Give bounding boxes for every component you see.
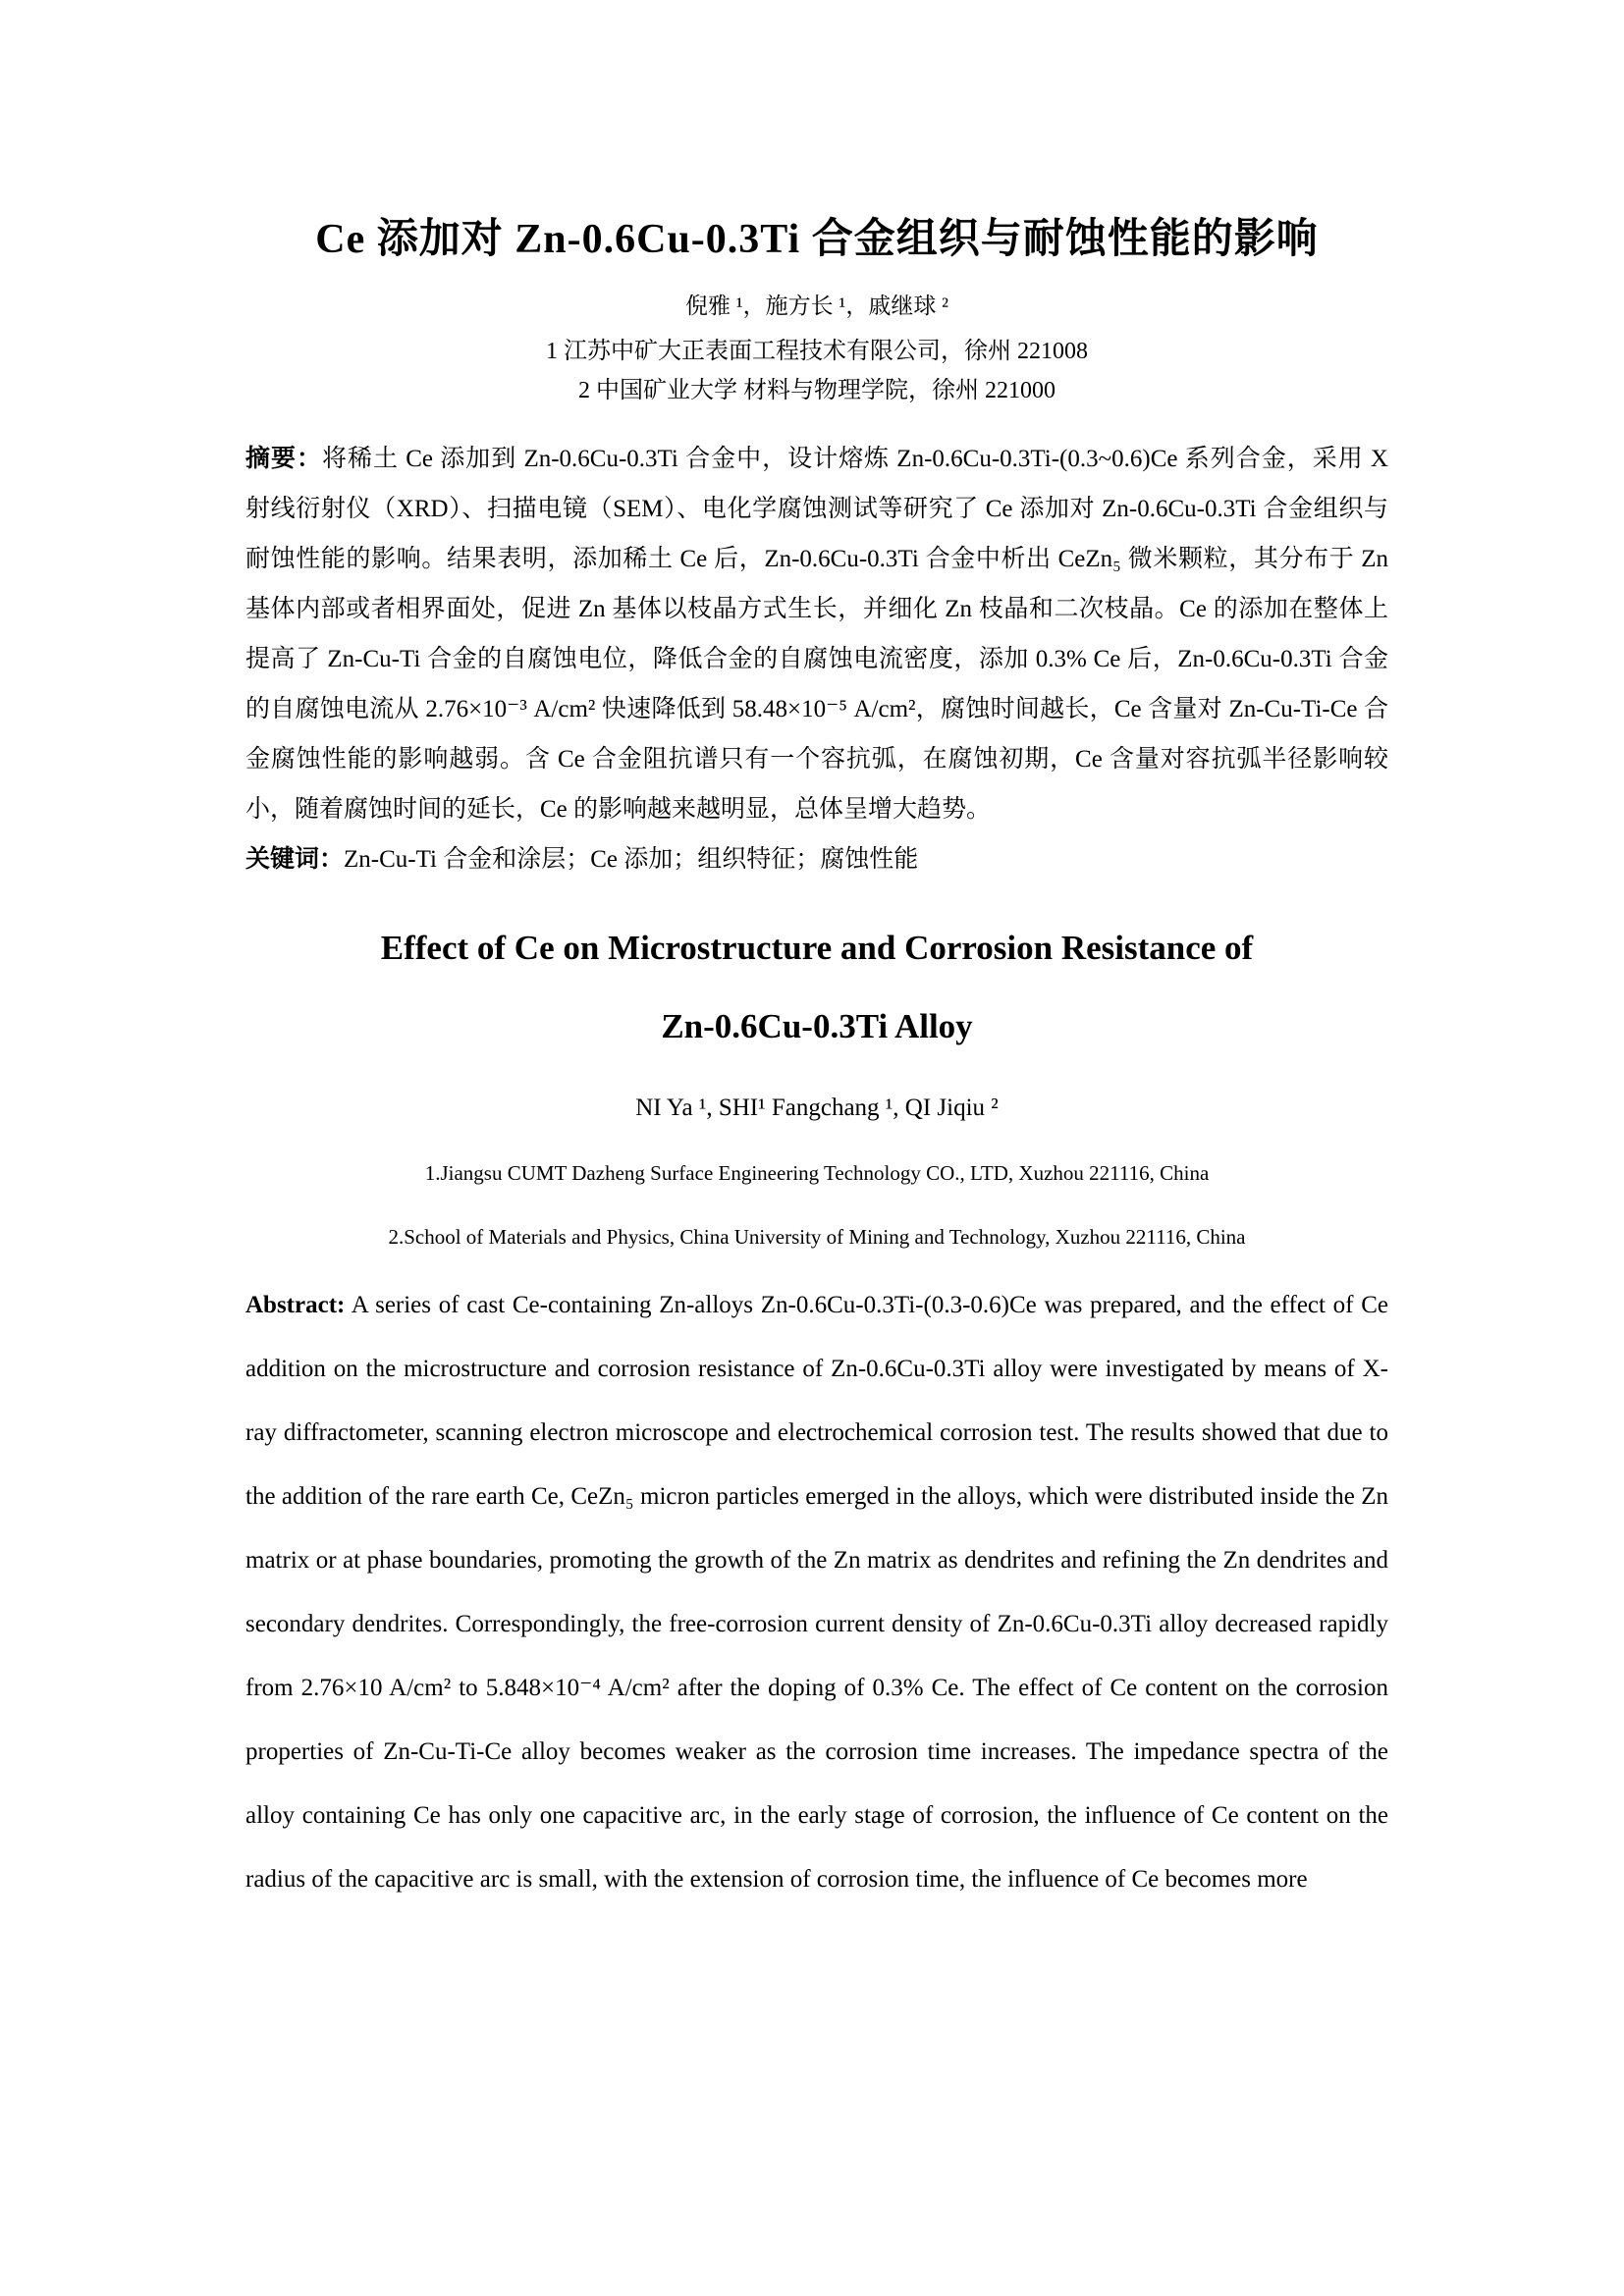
affiliation-zh-1: 1 江苏中矿大正表面工程技术有限公司，徐州 221008 — [546, 338, 1088, 364]
paper-title-en-line1: Effect of Ce on Microstructure and Corrosion Resistance of — [380, 928, 1254, 967]
abstract-en-text: A series of cast Ce-containing Zn-alloys Zn-0.6Cu-0.3Ti-(0.3-0.6)Ce was prepared, and the effect of Ce addition on the microstructure and corrosion resistance of Zn-0.6Cu-0.3Ti alloy were investigated by means of X-ray diffractometer, scanning electron microscope and electrochemical corrosion test. The results showed that due to the addition of the rare earth Ce, CeZn₅ micron particles emerged in the alloys, which were distributed inside the Zn matrix or at phase boundaries, promoting the growth of the Zn matrix as dendrites and refining the Zn dendrites and secondary dendrites. Correspondingly, the free-corrosion current density of Zn-0.6Cu-0.3Ti alloy decreased rapidly from 2.76×10 A/cm² to 5.848×10⁻⁴ A/cm² after the doping of 0.3% Ce. The effect of Ce content on the corrosion properties of Zn-Cu-Ti-Ce alloy becomes weaker as the corrosion time increases. The impedance spectra of the alloy containing Ce has only one capacitive arc, in the early stage of corrosion, the influence of Ce content on the radius of the capacitive arc is small, with the extension of corrosion time, the influence of Ce becomes more — [245, 1291, 1388, 1893]
keywords-zh-label: 关键词： — [245, 845, 345, 873]
abstract-en-label: Abstract: — [245, 1291, 346, 1318]
keywords-zh — [245, 834, 1388, 884]
abstract-zh — [245, 434, 1388, 834]
affiliation-en-2: 2.School of Materials and Physics, China University of Mining and Technology, Xuzhou 221116, China — [388, 1224, 1246, 1249]
affiliation-zh-2: 2 中国矿业大学 材料与物理学院，徐州 221000 — [578, 377, 1056, 403]
paper-title-en-line2: Zn-0.6Cu-0.3Ti Alloy — [661, 1006, 973, 1045]
keywords-zh-text: Zn-Cu-Ti 合金和涂层；Ce 添加；组织特征；腐蚀性能 — [344, 845, 919, 873]
affiliation-en-1: 1.Jiangsu CUMT Dazheng Surface Engineering Technology CO., LTD, Xuzhou 221116, China — [424, 1160, 1210, 1185]
paper-title-zh: Ce 添加对 Zn-0.6Cu-0.3Ti 合金组织与耐蚀性能的影响 — [315, 217, 1319, 262]
authors-en: NI Ya ¹, SHI¹ Fangchang ¹, QI Jiqiu ² — [635, 1094, 999, 1121]
abstract-zh-label: 摘要： — [245, 445, 322, 472]
abstract-en — [245, 1273, 1388, 1911]
authors-zh: 倪雅 ¹，施方长 ¹，戚继球 ² — [685, 293, 948, 318]
abstract-zh-text: 将稀土 Ce 添加到 Zn-0.6Cu-0.3Ti 合金中，设计熔炼 Zn-0.6Cu-0.3Ti-(0.3~0.6)Ce 系列合金，采用 X 射线衍射仪（XRD）、扫描电镜（SEM）、电化学腐蚀测试等研究了 Ce 添加对 Zn-0.6Cu-0.3Ti 合金组织与耐蚀性能的影响。结果表明，添加稀土 Ce 后，Zn-0.6Cu-0.3Ti 合金中析出 CeZn₅ 微米颗粒，其分布于 Zn 基体内部或者相界面处，促进 Zn 基体以枝晶方式生长，并细化 Zn 枝晶和二次枝晶。Ce 的添加在整体上提高了 Zn-Cu-Ti 合金的自腐蚀电位，降低合金的自腐蚀电流密度，添加 0.3% Ce 后，Zn-0.6Cu-0.3Ti 合金的自腐蚀电流从 2.76×10⁻³ A/cm² 快速降低到 58.48×10⁻⁵ A/cm²，腐蚀时间越长，Ce 含量对 Zn-Cu-Ti-Ce 合金腐蚀性能的影响越弱。含 Ce 合金阻抗谱只有一个容抗弧，在腐蚀初期，Ce 含量对容抗弧半径影响较小，随着腐蚀时间的延长，Ce 的影响越来越明显，总体呈增大趋势。 — [245, 445, 1388, 823]
